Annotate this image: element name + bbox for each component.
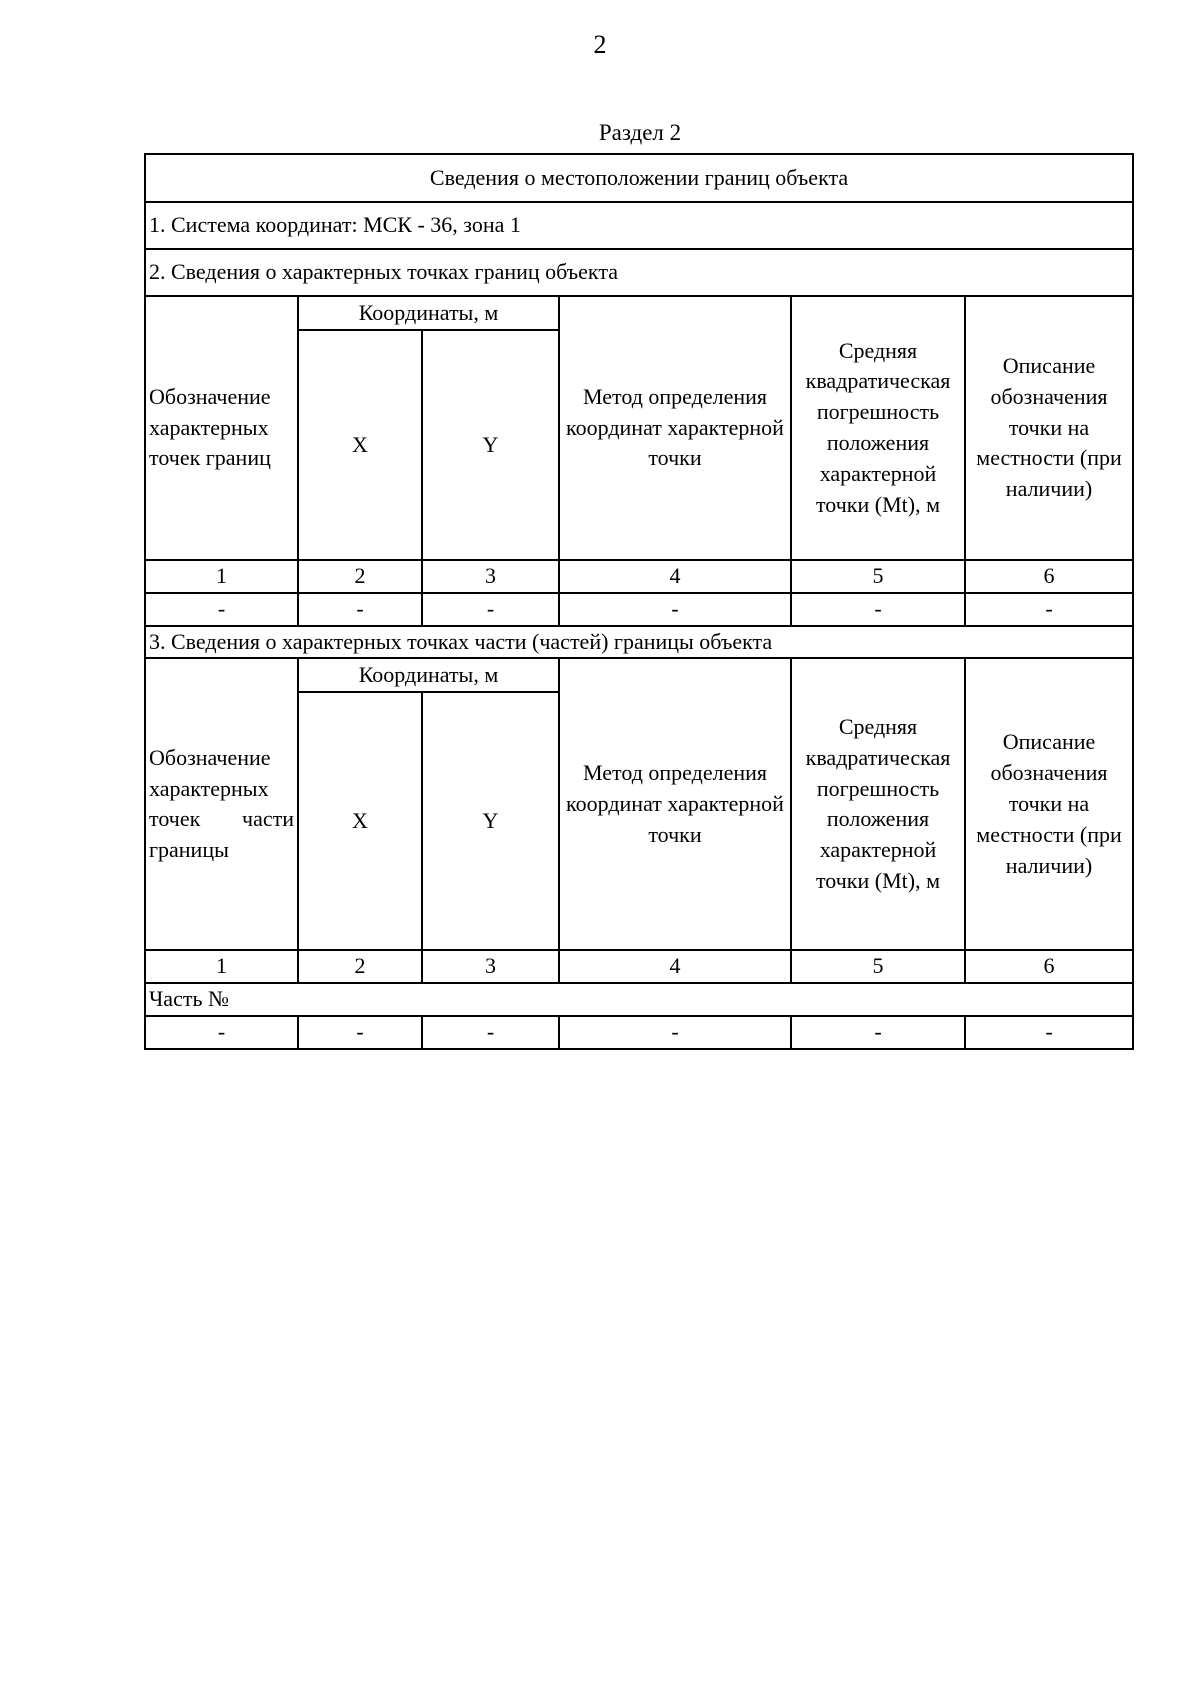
block2-heading-row xyxy=(145,626,1133,659)
block2-data-cell: - xyxy=(422,1016,559,1049)
block1-col-error: Средняя квадратическая погрешность положения характерной точки (Mt), м xyxy=(791,296,965,560)
block2-col-y: Y xyxy=(422,692,559,950)
block1-coords-header: Координаты, м xyxy=(298,296,559,330)
block1-col-y: Y xyxy=(422,330,559,560)
block2-data-cell: - xyxy=(559,1016,791,1049)
block2-data-cell: - xyxy=(145,1016,298,1049)
block1-col-point: Обозначение характерных точек границ xyxy=(145,296,298,560)
block1-data-cell: - xyxy=(965,593,1133,626)
block2-heading: 3. Сведения о характерных точках части (частей) границы объекта xyxy=(145,626,1133,659)
block1-data-cell: - xyxy=(791,593,965,626)
block2-col-point xyxy=(145,658,298,950)
block2-data-cell: - xyxy=(965,1016,1133,1049)
block2-num-cell: 4 xyxy=(559,950,791,983)
block2-col-desc: Описание обозначения точки на местности (при наличии) xyxy=(965,658,1133,950)
block2-col-point-line: точек части xyxy=(149,806,294,832)
block1-data-cell: - xyxy=(559,593,791,626)
block1-col-x: X xyxy=(298,330,422,560)
block2-data-cell: - xyxy=(791,1016,965,1049)
block1-num-cell: 1 xyxy=(145,560,298,593)
block1-heading: 2. Сведения о характерных точках границ объекта xyxy=(145,249,1133,296)
block2-num-cell: 1 xyxy=(145,950,298,983)
block2-part-row xyxy=(145,983,1133,1016)
block2-num-cell: 2 xyxy=(298,950,422,983)
block1-num-cell: 2 xyxy=(298,560,422,593)
block2-part-label: Часть № xyxy=(145,983,1133,1016)
block1-heading-row xyxy=(145,249,1133,296)
block1-header-row-top xyxy=(145,296,1133,330)
coord-system-row xyxy=(145,202,1133,249)
block2-col-error: Средняя квадратическая погрешность положения характерной точки (Mt), м xyxy=(791,658,965,950)
table-title-row xyxy=(145,154,1133,202)
block1-number-row xyxy=(145,560,1133,593)
block1-num-cell: 6 xyxy=(965,560,1133,593)
block2-data-row xyxy=(145,1016,1133,1049)
block1-num-cell: 5 xyxy=(791,560,965,593)
block1-data-cell: - xyxy=(298,593,422,626)
block1-num-cell: 4 xyxy=(559,560,791,593)
block2-num-cell: 5 xyxy=(791,950,965,983)
block2-number-row xyxy=(145,950,1133,983)
block1-col-desc: Описание обозначения точки на местности (при наличии) xyxy=(965,296,1133,560)
block1-num-cell: 3 xyxy=(422,560,559,593)
block1-col-method: Метод определения координат характерной точки xyxy=(559,296,791,560)
block2-data-cell: - xyxy=(298,1016,422,1049)
section-label: Раздел 2 xyxy=(598,120,682,145)
block2-header-row-top xyxy=(145,658,1133,692)
block2-col-point-line: Обозначение xyxy=(149,744,271,770)
block2-num-cell: 3 xyxy=(422,950,559,983)
block2-col-method: Метод определения координат характерной точки xyxy=(559,658,791,950)
block2-col-point-line: границы xyxy=(149,837,229,863)
block2-col-x: X xyxy=(298,692,422,950)
page-number: 2 xyxy=(593,30,607,59)
block2-num-cell: 6 xyxy=(965,950,1133,983)
block1-data-cell: - xyxy=(422,593,559,626)
block1-data-row xyxy=(145,593,1133,626)
block2-col-point-line: характерных xyxy=(149,775,269,801)
table-title: Сведения о местоположении границ объекта xyxy=(145,154,1133,202)
boundary-table xyxy=(144,153,1134,1050)
coord-system: 1. Система координат: МСК - 36, зона 1 xyxy=(145,202,1133,249)
block1-data-cell: - xyxy=(145,593,298,626)
block2-coords-header: Координаты, м xyxy=(298,658,559,692)
